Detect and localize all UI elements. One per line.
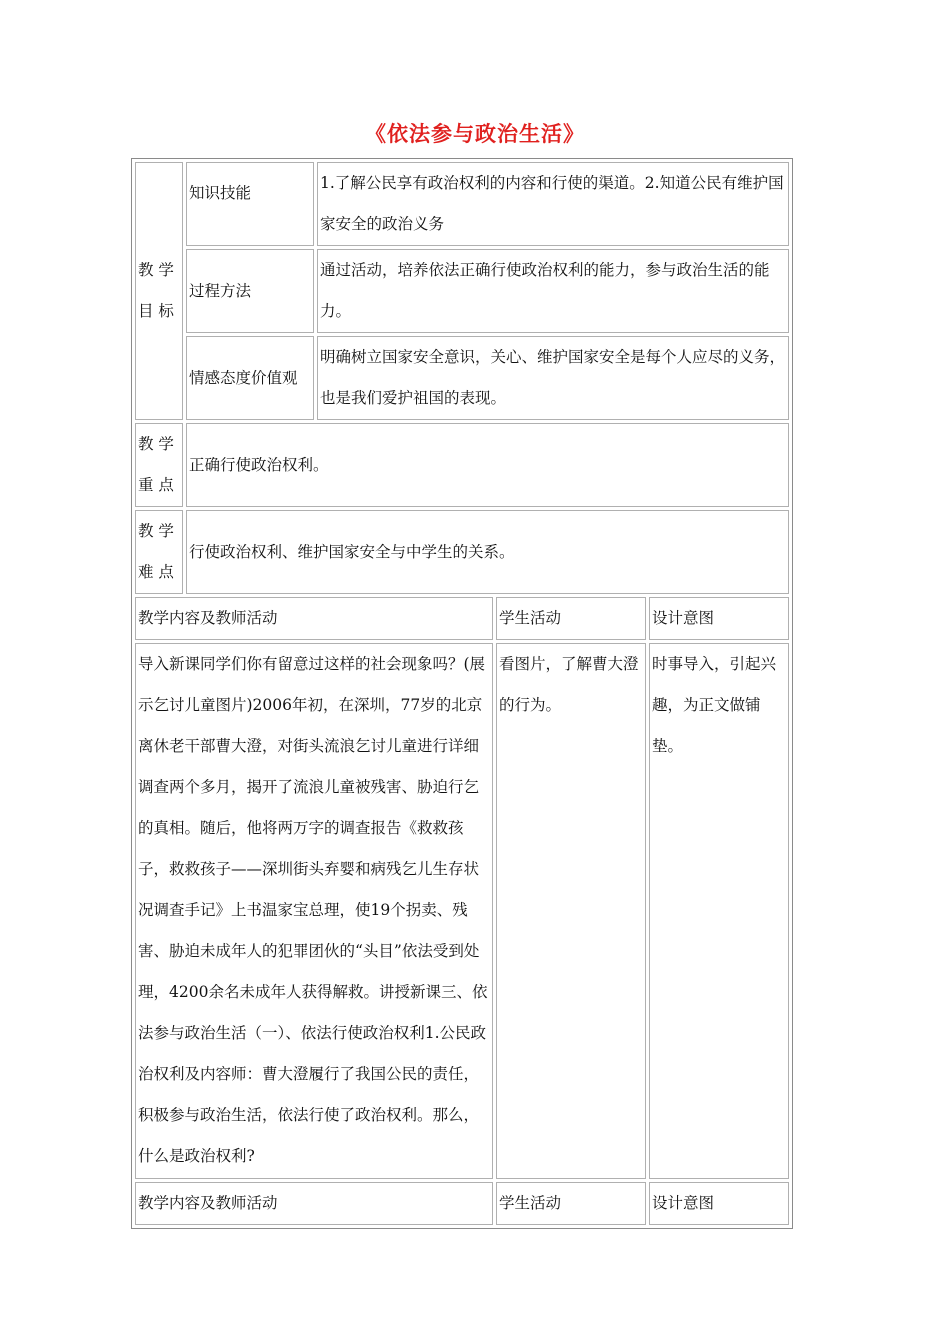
document-title: 《依法参与政治生活》	[365, 121, 585, 146]
objective-name-process: 过程方法	[186, 249, 314, 333]
difficulty-label: 教 学 难 点	[135, 510, 183, 594]
objective-content-knowledge: 1.了解公民享有政治权利的内容和行使的渠道。2.知道公民有维护国家安全的政治义务	[317, 162, 789, 246]
objective-content-process: 通过活动，培养依法正确行使政治权利的能力，参与政治生活的能力。	[317, 249, 789, 333]
objectives-table	[131, 158, 793, 1229]
difficulty-content: 行使政治权利、维护国家安全与中学生的关系。	[186, 510, 789, 594]
lesson-intent-content: 时事导入，引起兴趣，为正文做铺垫。	[649, 643, 789, 1179]
lesson-plan-table	[131, 158, 805, 1229]
header-teacher-activity-2: 教学内容及教师活动	[135, 1182, 493, 1225]
header-student-activity: 学生活动	[496, 597, 646, 640]
objectives-label: 教 学 目 标	[135, 162, 183, 420]
header-design-intent-2: 设计意图	[649, 1182, 789, 1225]
objective-name-knowledge: 知识技能	[186, 162, 314, 246]
header-design-intent: 设计意图	[649, 597, 789, 640]
lesson-student-content: 看图片，了解曹大澄的行为。	[496, 643, 646, 1179]
lesson-teacher-content: 导入新课同学们你有留意过这样的社会现象吗？(展示乞讨儿童图片)2006年初，在深圳，77岁的北京离休老干部曹大澄，对街头流浪乞讨儿童进行详细调查两个多月，揭开了流浪儿童被残害、胁迫行乞的真相。随后，他将两万字的调查报告《救救孩子，救救孩子——深圳街头弃婴和病残乞儿生存状况调查手记》上书温家宝总理，使19个拐卖、残害、胁迫未成年人的犯罪团伙的“头目”依法受到处理，4200余名未成年人获得解救。讲授新课三、依法参与政治生活（一）、依法行使政治权利1.公民政治权利及内容师：曹大澄履行了我国公民的责任，积极参与政治生活，依法行使了政治权利。那么，什么是政治权利?	[135, 643, 493, 1179]
key-point-content: 正确行使政治权利。	[186, 423, 789, 507]
objective-name-emotion: 情感态度价值观	[186, 336, 314, 420]
header-teacher-activity: 教学内容及教师活动	[135, 597, 493, 640]
key-point-label: 教 学 重 点	[135, 423, 183, 507]
objective-content-emotion: 明确树立国家安全意识，关心、维护国家安全是每个人应尽的义务，也是我们爱护祖国的表现。	[317, 336, 789, 420]
header-student-activity-2: 学生活动	[496, 1182, 646, 1225]
